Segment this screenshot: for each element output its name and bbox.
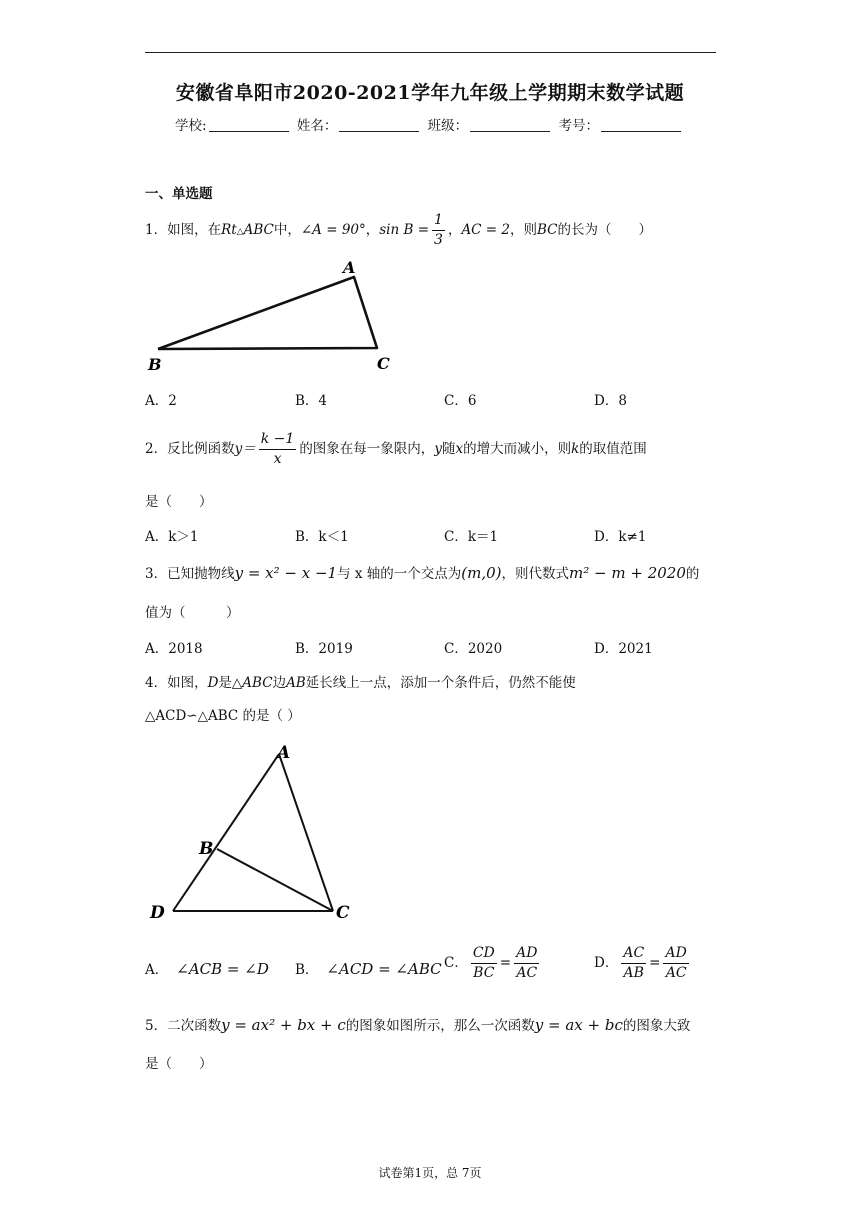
question-5-line2: 是（ ） — [145, 1056, 213, 1072]
q4-option-d[interactable]: D． $\frac{AC}{AB}$ = $\frac{AD}{AC}$ — [594, 945, 687, 981]
triangle-figure-1 — [140, 252, 410, 376]
vertex-label-b: B — [148, 355, 162, 374]
q4-option-c[interactable]: C． $\frac{CD}{BC}$ = $\frac{AD}{AC}$ — [444, 945, 538, 981]
exam-no-blank[interactable] — [601, 131, 681, 132]
q3-option-b[interactable]: B．2019 — [295, 641, 353, 657]
question-1-text: 1．如图，在Rt△ABC中，∠A = 90°，sin B = $\frac{1}{3}$ ，AC = 2，则BC的长为（ ） — [145, 212, 653, 248]
q2-option-d[interactable]: D．k≠1 — [594, 529, 647, 545]
q3-option-a[interactable]: A．2018 — [145, 641, 203, 657]
question-5-text: 5．二次函数y = ax² + bx + c的图象如图所示，那么一次函数y = ax + bc的图象大致 — [145, 1016, 691, 1034]
q3-option-c[interactable]: C．2020 — [444, 641, 503, 657]
exam-no-label: 考号： — [558, 118, 599, 134]
q4-option-b[interactable]: B． ∠ACD = ∠ABC — [295, 960, 442, 978]
school-label: 学校: — [175, 118, 207, 134]
header-rule — [145, 52, 716, 53]
question-2-line2: 是（ ） — [145, 494, 213, 510]
fraction-k-minus-1-over-x: $\frac{k -1}{x}$ — [260, 431, 295, 467]
vertex-label-c: C — [377, 354, 390, 373]
triangle-figure-2 — [140, 736, 370, 926]
name-blank[interactable] — [339, 131, 419, 132]
q2-option-a[interactable]: A．k＞1 — [145, 529, 199, 545]
q1-option-c[interactable]: C．6 — [444, 393, 477, 409]
section-title: 一、单选题 — [145, 186, 213, 202]
page-title: 安徽省阜阳市2020-2021学年九年级上学期期末数学试题 — [175, 82, 685, 104]
student-info-line — [0, 114, 860, 134]
q1-option-a[interactable]: A．2 — [145, 393, 177, 409]
vertex-label-a: A — [343, 258, 356, 277]
vertex-label-b2: B — [199, 839, 214, 859]
school-blank[interactable] — [209, 131, 289, 132]
q4-option-a[interactable]: A． ∠ACB = ∠D — [145, 960, 269, 978]
vertex-label-c2: C — [336, 903, 350, 923]
class-label: 班级： — [427, 118, 469, 134]
q2-option-b[interactable]: B．k＜1 — [295, 529, 349, 545]
q3-option-d[interactable]: D．2021 — [594, 641, 653, 657]
q1-option-d[interactable]: D．8 — [594, 393, 627, 409]
class-blank[interactable] — [470, 131, 550, 132]
question-3-line2: 值为（ ） — [145, 605, 240, 621]
question-4-line2: △ACD∽△ABC 的是（ ） — [145, 708, 301, 724]
vertex-label-d2: D — [150, 903, 165, 923]
question-3-text: 3．已知抛物线y = x² − x −1与 x 轴的一个交点为(m,0)，则代数式m² − m + 2020的 — [145, 564, 700, 582]
question-4-text: 4．如图，D是△ABC边AB延长线上一点，添加一个条件后，仍然不能使 — [145, 675, 576, 691]
q1-option-b[interactable]: B．4 — [295, 393, 328, 409]
question-2-text: 2．反比例函数y＝ $\frac{k -1}{x}$ 的图象在每一象限内，y随x的增大而减小，则k的取值范围 — [145, 431, 647, 467]
q2-option-c[interactable]: C．k＝1 — [444, 529, 499, 545]
name-label: 姓名： — [296, 118, 338, 134]
page-footer: 试卷第1页，总 7页 — [378, 1166, 482, 1180]
fraction-one-third: $\frac{1}{3}$ — [434, 212, 443, 248]
vertex-label-a2: A — [277, 743, 291, 763]
